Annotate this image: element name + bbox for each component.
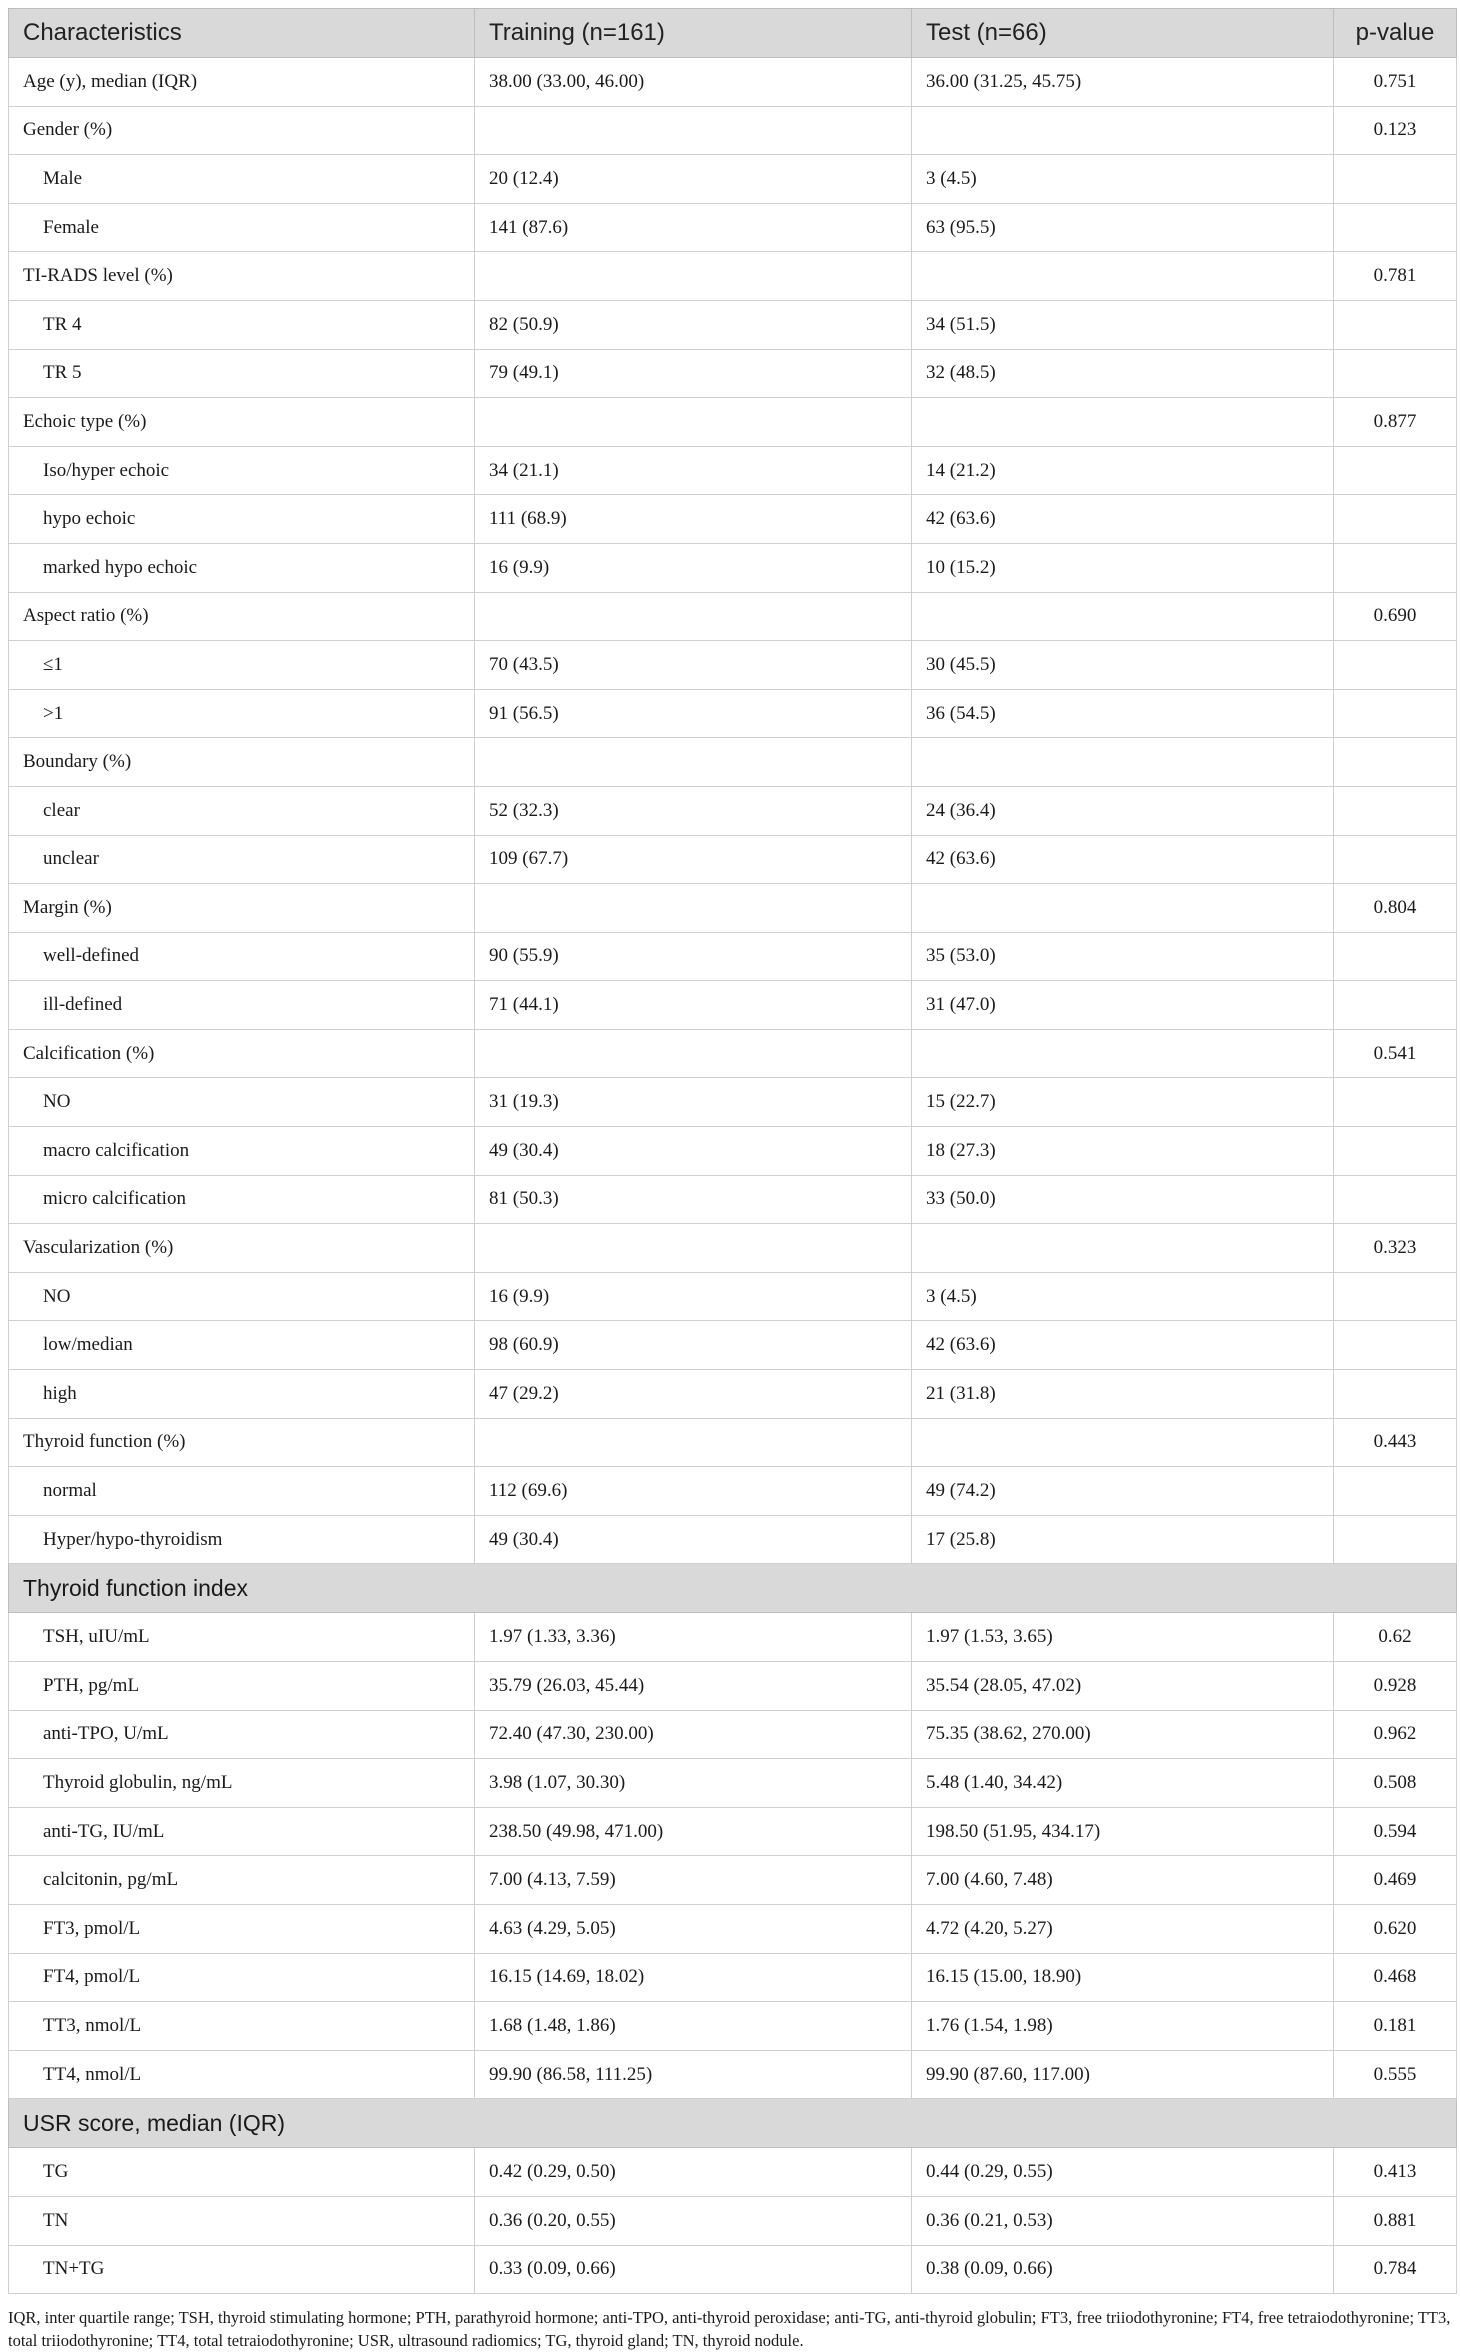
- row-label: Gender (%): [9, 106, 475, 155]
- training-value: [475, 1029, 912, 1078]
- row-label: calcitonin, pg/mL: [9, 1856, 475, 1905]
- p-value: [1334, 446, 1457, 495]
- row-label: TR 5: [9, 349, 475, 398]
- training-value: 1.68 (1.48, 1.86): [475, 2002, 912, 2051]
- test-value: [912, 592, 1334, 641]
- training-value: 35.79 (26.03, 45.44): [475, 1662, 912, 1711]
- row-label: Female: [9, 203, 475, 252]
- header-row: [9, 9, 1457, 58]
- row-label: anti-TPO, U/mL: [9, 1710, 475, 1759]
- training-value: [475, 884, 912, 933]
- training-value: [475, 592, 912, 641]
- row-label: Hyper/hypo-thyroidism: [9, 1515, 475, 1564]
- test-value: 198.50 (51.95, 434.17): [912, 1807, 1334, 1856]
- test-value: 42 (63.6): [912, 1321, 1334, 1370]
- row-label: Male: [9, 155, 475, 204]
- training-value: 20 (12.4): [475, 155, 912, 204]
- header-characteristics: Characteristics: [9, 9, 475, 58]
- row-label: TG: [9, 2148, 475, 2197]
- training-value: 112 (69.6): [475, 1467, 912, 1516]
- table-row: [9, 446, 1457, 495]
- training-value: 16.15 (14.69, 18.02): [475, 1953, 912, 2002]
- test-value: 63 (95.5): [912, 203, 1334, 252]
- training-value: 16 (9.9): [475, 1272, 912, 1321]
- table-row: [9, 1662, 1457, 1711]
- table-row: [9, 1467, 1457, 1516]
- p-value: [1334, 1078, 1457, 1127]
- test-value: 5.48 (1.40, 34.42): [912, 1759, 1334, 1808]
- table-row: [9, 786, 1457, 835]
- table-row: [9, 155, 1457, 204]
- row-label: Margin (%): [9, 884, 475, 933]
- p-value: [1334, 786, 1457, 835]
- training-value: [475, 106, 912, 155]
- header-training: Training (n=161): [475, 9, 912, 58]
- training-value: 79 (49.1): [475, 349, 912, 398]
- row-label: FT4, pmol/L: [9, 1953, 475, 2002]
- row-label: >1: [9, 689, 475, 738]
- test-value: 16.15 (15.00, 18.90): [912, 1953, 1334, 2002]
- training-value: 34 (21.1): [475, 446, 912, 495]
- p-value: [1334, 543, 1457, 592]
- table-row: [9, 981, 1457, 1030]
- training-value: 1.97 (1.33, 3.36): [475, 1613, 912, 1662]
- p-value: [1334, 641, 1457, 690]
- row-label: TI-RADS level (%): [9, 252, 475, 301]
- p-value: 0.62: [1334, 1613, 1457, 1662]
- test-value: 32 (48.5): [912, 349, 1334, 398]
- training-value: 31 (19.3): [475, 1078, 912, 1127]
- p-value: [1334, 932, 1457, 981]
- p-value: [1334, 835, 1457, 884]
- table-row: [9, 2050, 1457, 2099]
- table-row: [9, 592, 1457, 641]
- training-value: 0.36 (0.20, 0.55): [475, 2196, 912, 2245]
- p-value: [1334, 981, 1457, 1030]
- test-value: 34 (51.5): [912, 300, 1334, 349]
- p-value: [1334, 349, 1457, 398]
- p-value: 0.468: [1334, 1953, 1457, 2002]
- row-label: micro calcification: [9, 1175, 475, 1224]
- p-value: [1334, 300, 1457, 349]
- test-value: 36.00 (31.25, 45.75): [912, 58, 1334, 107]
- row-label: ≤1: [9, 641, 475, 690]
- table-row: [9, 2245, 1457, 2294]
- p-value: 0.469: [1334, 1856, 1457, 1905]
- table-row: [9, 2148, 1457, 2197]
- training-value: [475, 398, 912, 447]
- p-value: [1334, 738, 1457, 787]
- table-row: [9, 884, 1457, 933]
- table-row: [9, 1224, 1457, 1273]
- table-row: [9, 106, 1457, 155]
- p-value: 0.181: [1334, 2002, 1457, 2051]
- training-value: [475, 252, 912, 301]
- test-value: 36 (54.5): [912, 689, 1334, 738]
- row-label: Boundary (%): [9, 738, 475, 787]
- test-value: [912, 398, 1334, 447]
- test-value: 99.90 (87.60, 117.00): [912, 2050, 1334, 2099]
- table-row: [9, 1515, 1457, 1564]
- table-footnote: IQR, inter quartile range; TSH, thyroid stimulating hormone; PTH, parathyroid hormone; anti-TPO, anti-thyroid peroxidase; anti-TG, anti-thyroid globulin; FT3, free triiodothyronine; FT4, free tetraiodothyronine; TT3, total triiodothyronine; TT4, total tetraiodothyronine; USR, ultrasound radiomics; TG, thyroid gland; TN, thyroid nodule.: [8, 2308, 1451, 2351]
- training-value: 52 (32.3): [475, 786, 912, 835]
- p-value: [1334, 1175, 1457, 1224]
- training-value: 82 (50.9): [475, 300, 912, 349]
- table-row: [9, 349, 1457, 398]
- row-label: ill-defined: [9, 981, 475, 1030]
- table-row: [9, 932, 1457, 981]
- row-label: NO: [9, 1272, 475, 1321]
- training-value: 90 (55.9): [475, 932, 912, 981]
- header-test: Test (n=66): [912, 9, 1334, 58]
- test-value: 42 (63.6): [912, 835, 1334, 884]
- table-row: [9, 641, 1457, 690]
- p-value: 0.962: [1334, 1710, 1457, 1759]
- training-value: 109 (67.7): [475, 835, 912, 884]
- test-value: 24 (36.4): [912, 786, 1334, 835]
- table-row: [9, 252, 1457, 301]
- table-row: [9, 1272, 1457, 1321]
- row-label: Age (y), median (IQR): [9, 58, 475, 107]
- training-value: 98 (60.9): [475, 1321, 912, 1370]
- row-label: Aspect ratio (%): [9, 592, 475, 641]
- p-value: 0.781: [1334, 252, 1457, 301]
- p-value: [1334, 1127, 1457, 1176]
- row-label: low/median: [9, 1321, 475, 1370]
- p-value: 0.690: [1334, 592, 1457, 641]
- test-value: 17 (25.8): [912, 1515, 1334, 1564]
- training-value: 71 (44.1): [475, 981, 912, 1030]
- row-label: Iso/hyper echoic: [9, 446, 475, 495]
- row-label: anti-TG, IU/mL: [9, 1807, 475, 1856]
- test-value: 1.97 (1.53, 3.65): [912, 1613, 1334, 1662]
- section-row: [9, 1564, 1457, 1613]
- row-label: hypo echoic: [9, 495, 475, 544]
- test-value: 35 (53.0): [912, 932, 1334, 981]
- table-row: [9, 1953, 1457, 2002]
- row-label: macro calcification: [9, 1127, 475, 1176]
- p-value: 0.413: [1334, 2148, 1457, 2197]
- row-label: PTH, pg/mL: [9, 1662, 475, 1711]
- training-value: 16 (9.9): [475, 543, 912, 592]
- training-value: [475, 738, 912, 787]
- table-row: [9, 203, 1457, 252]
- row-label: normal: [9, 1467, 475, 1516]
- row-label: high: [9, 1370, 475, 1419]
- test-value: 42 (63.6): [912, 495, 1334, 544]
- p-value: 0.881: [1334, 2196, 1457, 2245]
- training-value: 3.98 (1.07, 30.30): [475, 1759, 912, 1808]
- training-value: 47 (29.2): [475, 1370, 912, 1419]
- row-label: Thyroid globulin, ng/mL: [9, 1759, 475, 1808]
- training-value: 72.40 (47.30, 230.00): [475, 1710, 912, 1759]
- test-value: 21 (31.8): [912, 1370, 1334, 1419]
- table-row: [9, 1613, 1457, 1662]
- row-label: Vascularization (%): [9, 1224, 475, 1273]
- p-value: [1334, 689, 1457, 738]
- table-row: [9, 495, 1457, 544]
- table-row: [9, 1710, 1457, 1759]
- table-row: [9, 1904, 1457, 1953]
- table-row: [9, 543, 1457, 592]
- training-value: 7.00 (4.13, 7.59): [475, 1856, 912, 1905]
- test-value: [912, 884, 1334, 933]
- training-value: 49 (30.4): [475, 1127, 912, 1176]
- test-value: [912, 1418, 1334, 1467]
- p-value: 0.877: [1334, 398, 1457, 447]
- table-row: [9, 58, 1457, 107]
- test-value: [912, 106, 1334, 155]
- training-value: 49 (30.4): [475, 1515, 912, 1564]
- table-row: [9, 1856, 1457, 1905]
- table-row: [9, 398, 1457, 447]
- p-value: [1334, 495, 1457, 544]
- test-value: 30 (45.5): [912, 641, 1334, 690]
- p-value: 0.555: [1334, 2050, 1457, 2099]
- table-row: [9, 1418, 1457, 1467]
- table-row: [9, 1175, 1457, 1224]
- p-value: 0.928: [1334, 1662, 1457, 1711]
- table-row: [9, 1807, 1457, 1856]
- p-value: 0.323: [1334, 1224, 1457, 1273]
- training-value: 38.00 (33.00, 46.00): [475, 58, 912, 107]
- training-value: 70 (43.5): [475, 641, 912, 690]
- p-value: 0.804: [1334, 884, 1457, 933]
- table-row: [9, 1029, 1457, 1078]
- training-value: 238.50 (49.98, 471.00): [475, 1807, 912, 1856]
- row-label: TR 4: [9, 300, 475, 349]
- training-value: 0.33 (0.09, 0.66): [475, 2245, 912, 2294]
- training-value: 81 (50.3): [475, 1175, 912, 1224]
- row-label: TN+TG: [9, 2245, 475, 2294]
- table-header: [9, 9, 1457, 58]
- training-value: 141 (87.6): [475, 203, 912, 252]
- row-label: Thyroid function (%): [9, 1418, 475, 1467]
- test-value: 0.36 (0.21, 0.53): [912, 2196, 1334, 2245]
- test-value: 0.44 (0.29, 0.55): [912, 2148, 1334, 2197]
- row-label: TT4, nmol/L: [9, 2050, 475, 2099]
- test-value: 33 (50.0): [912, 1175, 1334, 1224]
- table-row: [9, 835, 1457, 884]
- row-label: Echoic type (%): [9, 398, 475, 447]
- training-value: [475, 1224, 912, 1273]
- p-value: 0.443: [1334, 1418, 1457, 1467]
- table-row: [9, 1321, 1457, 1370]
- section-label: USR score, median (IQR): [9, 2099, 1457, 2148]
- header-pvalue: p-value: [1334, 9, 1457, 58]
- p-value: 0.508: [1334, 1759, 1457, 1808]
- row-label: TT3, nmol/L: [9, 2002, 475, 2051]
- test-value: 10 (15.2): [912, 543, 1334, 592]
- row-label: clear: [9, 786, 475, 835]
- row-label: Calcification (%): [9, 1029, 475, 1078]
- test-value: 0.38 (0.09, 0.66): [912, 2245, 1334, 2294]
- training-value: 99.90 (86.58, 111.25): [475, 2050, 912, 2099]
- p-value: 0.620: [1334, 1904, 1457, 1953]
- test-value: [912, 738, 1334, 787]
- section-label: Thyroid function index: [9, 1564, 1457, 1613]
- training-value: 4.63 (4.29, 5.05): [475, 1904, 912, 1953]
- row-label: TSH, uIU/mL: [9, 1613, 475, 1662]
- test-value: 4.72 (4.20, 5.27): [912, 1904, 1334, 1953]
- table-row: [9, 1759, 1457, 1808]
- table-row: [9, 1127, 1457, 1176]
- p-value: [1334, 1467, 1457, 1516]
- p-value: [1334, 1272, 1457, 1321]
- table-row: [9, 1078, 1457, 1127]
- training-value: 111 (68.9): [475, 495, 912, 544]
- test-value: [912, 1224, 1334, 1273]
- test-value: 18 (27.3): [912, 1127, 1334, 1176]
- training-value: [475, 1418, 912, 1467]
- p-value: 0.784: [1334, 2245, 1457, 2294]
- table-row: [9, 300, 1457, 349]
- p-value: [1334, 155, 1457, 204]
- test-value: 75.35 (38.62, 270.00): [912, 1710, 1334, 1759]
- row-label: unclear: [9, 835, 475, 884]
- characteristics-table: [8, 8, 1457, 2294]
- training-value: 0.42 (0.29, 0.50): [475, 2148, 912, 2197]
- test-value: [912, 252, 1334, 301]
- test-value: 1.76 (1.54, 1.98): [912, 2002, 1334, 2051]
- row-label: NO: [9, 1078, 475, 1127]
- table-row: [9, 1370, 1457, 1419]
- p-value: 0.594: [1334, 1807, 1457, 1856]
- table-row: [9, 2196, 1457, 2245]
- test-value: 3 (4.5): [912, 1272, 1334, 1321]
- p-value: [1334, 1370, 1457, 1419]
- table-row: [9, 2002, 1457, 2051]
- test-value: 15 (22.7): [912, 1078, 1334, 1127]
- row-label: TN: [9, 2196, 475, 2245]
- table-row: [9, 738, 1457, 787]
- p-value: [1334, 1321, 1457, 1370]
- table-body: [9, 58, 1457, 2294]
- section-row: [9, 2099, 1457, 2148]
- test-value: 3 (4.5): [912, 155, 1334, 204]
- test-value: 35.54 (28.05, 47.02): [912, 1662, 1334, 1711]
- test-value: 31 (47.0): [912, 981, 1334, 1030]
- p-value: 0.123: [1334, 106, 1457, 155]
- test-value: 7.00 (4.60, 7.48): [912, 1856, 1334, 1905]
- p-value: [1334, 1515, 1457, 1564]
- row-label: well-defined: [9, 932, 475, 981]
- table-row: [9, 689, 1457, 738]
- test-value: 49 (74.2): [912, 1467, 1334, 1516]
- training-value: 91 (56.5): [475, 689, 912, 738]
- test-value: [912, 1029, 1334, 1078]
- row-label: marked hypo echoic: [9, 543, 475, 592]
- p-value: [1334, 203, 1457, 252]
- p-value: 0.541: [1334, 1029, 1457, 1078]
- test-value: 14 (21.2): [912, 446, 1334, 495]
- p-value: 0.751: [1334, 58, 1457, 107]
- row-label: FT3, pmol/L: [9, 1904, 475, 1953]
